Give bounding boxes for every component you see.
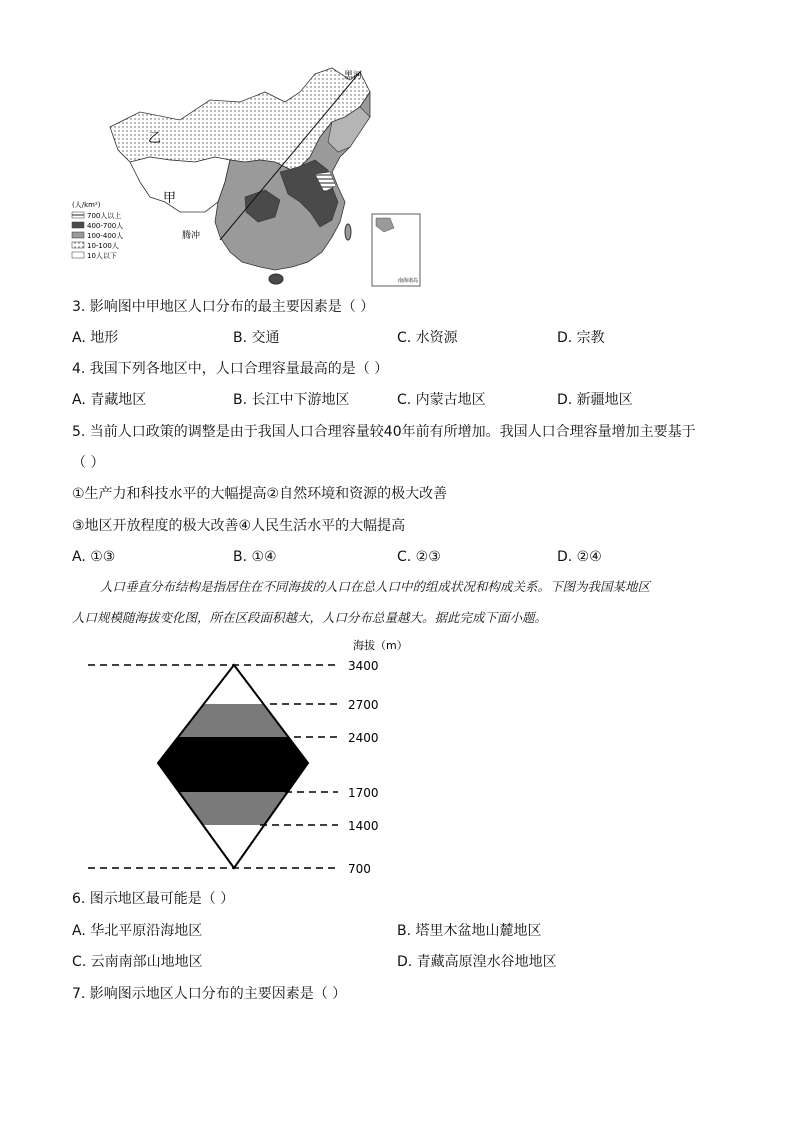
legend-item-3: 100-400人: [87, 232, 124, 240]
question-5-bracket: （ ）: [72, 455, 105, 471]
q5-statement-1: ①生产力和科技水平的大幅提高②自然环境和资源的极大改善: [72, 486, 448, 502]
q6-option-b[interactable]: B. 塔里木盆地山麓地区: [397, 923, 542, 939]
alt-2700: 2700: [348, 698, 379, 712]
label-tengchong: 腾冲: [182, 231, 201, 241]
q3-option-a[interactable]: A. 地形: [72, 330, 119, 346]
q3-option-d[interactable]: D. 宗教: [557, 330, 605, 346]
legend-item-4: 10-100人: [87, 242, 119, 250]
label-jia: 甲: [163, 191, 177, 206]
q4-option-a[interactable]: A. 青藏地区: [72, 392, 147, 408]
inset-label: 南海诸岛: [398, 278, 419, 284]
label-yi: 乙: [148, 131, 162, 146]
diamond-fill: [150, 704, 320, 825]
axis-label: 海拔（m）: [353, 639, 408, 652]
q6-option-a[interactable]: A. 华北平原沿海地区: [72, 923, 203, 939]
alt-1400: 1400: [348, 819, 379, 833]
q5-statement-2: ③地区开放程度的极大改善④人民生活水平的大幅提高: [72, 518, 406, 534]
alt-700: 700: [348, 862, 371, 876]
question-5: 5. 当前人口政策的调整是由于我国人口合理容量较40年前有所增加。我国人口合理容量增加主要基于: [72, 424, 696, 440]
legend-item-5: 10人以下: [87, 252, 117, 260]
question-3: 3. 影响图中甲地区人口分布的最主要因素是（ ）: [72, 299, 375, 315]
q4-option-d[interactable]: D. 新疆地区: [557, 392, 633, 408]
alt-3400: 3400: [348, 659, 379, 673]
alt-2400: 2400: [348, 731, 379, 745]
q4-option-c[interactable]: C. 内蒙古地区: [397, 392, 486, 408]
q3-option-c[interactable]: C. 水资源: [397, 330, 458, 346]
question-7: 7. 影响图示地区人口分布的主要因素是（ ）: [72, 986, 347, 1002]
population-density-map: [70, 62, 430, 294]
tibet-region: [130, 157, 230, 212]
question-6: 6. 图示地区最可能是（ ）: [72, 891, 235, 907]
china-map-svg: [70, 62, 430, 294]
intro-line-1: 人口垂直分布结构是指居住在不同海拔的人口在总人口中的组成状况和构成关系。下图为我国某地区: [100, 579, 651, 594]
legend-item-1: 700人以上: [87, 212, 122, 220]
alt-1700: 1700: [348, 786, 379, 800]
q4-option-b[interactable]: B. 长江中下游地区: [233, 392, 350, 408]
diagram-svg: [80, 630, 440, 880]
altitude-population-diagram: [80, 630, 440, 880]
taiwan: [345, 224, 351, 240]
q5-option-c[interactable]: C. ②③: [397, 549, 441, 565]
legend-title: (人/km²): [72, 201, 101, 209]
intro-line-2: 人口规模随海拔变化图，所在区段面积越大，人口分布总量越大。据此完成下面小题。: [72, 610, 548, 625]
legend-item-2: 400-700人: [87, 222, 124, 230]
q5-option-d[interactable]: D. ②④: [557, 549, 602, 565]
question-4: 4. 我国下列各地区中，人口合理容量最高的是（ ）: [72, 361, 389, 377]
hainan: [269, 274, 283, 284]
q6-option-c[interactable]: C. 云南南部山地地区: [72, 954, 203, 970]
q5-option-b[interactable]: B. ①④: [233, 549, 277, 565]
q5-option-a[interactable]: A. ①③: [72, 549, 116, 565]
q3-option-b[interactable]: B. 交通: [233, 330, 280, 346]
label-heihe: 黑河: [344, 71, 363, 81]
q6-option-d[interactable]: D. 青藏高原湟水谷地地区: [397, 954, 557, 970]
